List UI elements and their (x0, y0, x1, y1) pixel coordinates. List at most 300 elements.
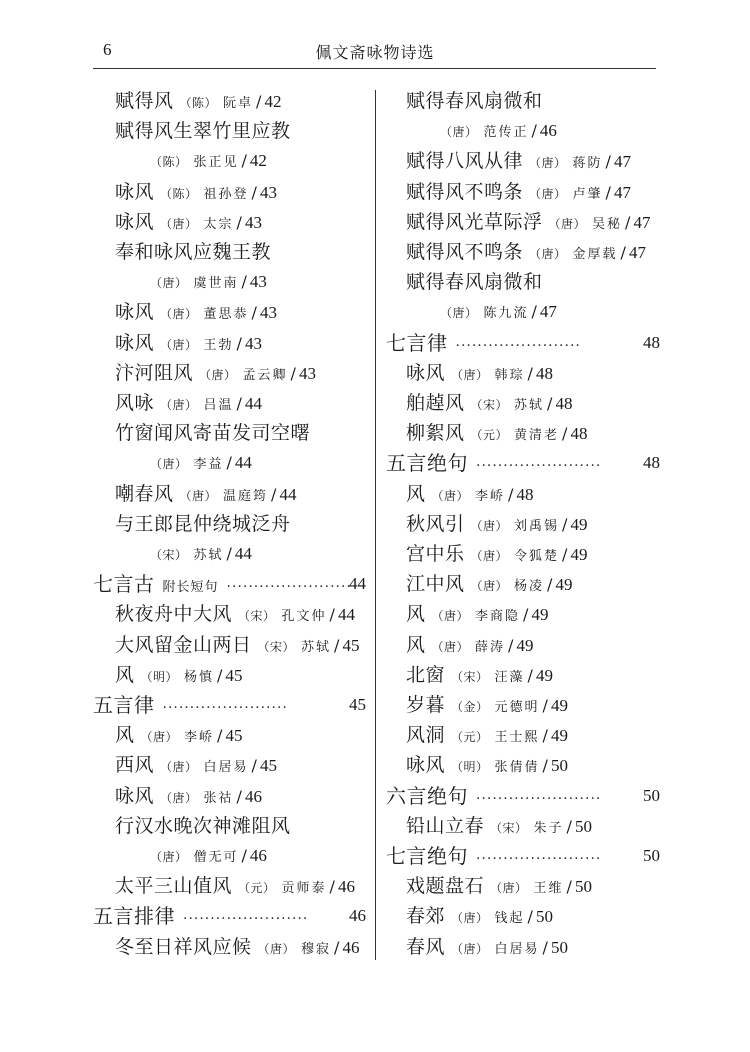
slash-separator: / (329, 877, 335, 897)
entry-title: 铅山立春 (406, 814, 485, 837)
entry-title: 戏题盘石 (406, 875, 485, 898)
slash-separator: / (542, 726, 548, 746)
author-name: 李益 (193, 457, 224, 473)
entry-title: 奉和咏风应魏王教 (115, 241, 272, 263)
slash-separator: / (256, 92, 262, 111)
dynasty-label: （明） (451, 760, 489, 775)
entry-title: 六言绝句 (386, 783, 468, 808)
slash-separator: / (625, 212, 631, 232)
toc-section-heading (386, 448, 660, 478)
author-name: 苏轼 (301, 639, 332, 655)
entry-title: 咏风 (406, 361, 446, 384)
entry-title: 春郊 (406, 905, 446, 928)
slash-separator: / (527, 907, 533, 927)
toc-entry (115, 811, 291, 841)
toc-entry (406, 86, 543, 116)
entry-title: 北窗 (406, 663, 446, 686)
entry-title: 春风 (406, 935, 446, 958)
toc-entry (115, 86, 281, 116)
section-note: 附长短句 (162, 580, 219, 596)
page-number-ref: 47 (613, 152, 631, 172)
page-number-ref: 43 (249, 272, 267, 292)
author-name: 黄清老 (514, 428, 560, 444)
slash-separator: / (605, 152, 611, 172)
dynasty-label: （宋） (451, 669, 489, 684)
entry-title: 江中风 (406, 573, 465, 596)
page-number-ref: 48 (555, 394, 573, 413)
slash-separator: / (334, 635, 340, 655)
slash-separator: / (290, 363, 296, 383)
slash-separator: / (547, 394, 553, 413)
dynasty-label: （唐） (470, 579, 509, 594)
toc-entry (115, 750, 277, 780)
slash-separator: / (523, 605, 529, 625)
author-name: 僧无可 (193, 850, 239, 865)
toc-entry (115, 388, 262, 418)
dynasty-label: （陈） (150, 155, 188, 170)
dynasty-label: （明） (140, 669, 179, 684)
slash-separator: / (562, 545, 568, 564)
page-number-ref: 42 (249, 151, 267, 171)
entry-title: 风 (406, 482, 426, 505)
entry-title: 五言排律 (93, 904, 175, 929)
entry-title: 岁暮 (406, 694, 446, 716)
slash-separator: / (226, 453, 232, 473)
toc-entry (406, 539, 587, 569)
toc-entry (115, 328, 262, 358)
entry-title: 七言古 (93, 572, 155, 597)
dynasty-label: （唐） (529, 156, 567, 171)
entry-title: 舶趠风 (406, 392, 465, 414)
dynasty-label: （唐） (470, 518, 509, 533)
author-name: 张正见 (193, 155, 239, 171)
entry-title: 与王郎昆仲绕城泛舟 (115, 512, 291, 535)
author-name: 王士熙 (494, 730, 540, 746)
toc-entry (115, 297, 277, 327)
author-name: 令狐楚 (514, 549, 560, 564)
entry-title: 风 (115, 724, 135, 747)
toc-section-heading (386, 841, 660, 871)
dynasty-label: （唐） (440, 125, 478, 140)
page-number-ref: 44 (337, 605, 355, 625)
author-name: 刘禹锡 (514, 518, 560, 534)
author-name: 阮卓 (223, 96, 254, 111)
dynasty-label: （唐） (440, 306, 478, 321)
slash-separator: / (527, 665, 533, 685)
toc-entry (115, 660, 242, 690)
dynasty-label: （唐） (529, 186, 567, 201)
slash-separator: / (226, 544, 232, 563)
dot-leader: ······················· (476, 790, 602, 807)
page-number-ref: 50 (535, 907, 553, 927)
toc-entry (406, 720, 568, 750)
slash-separator: / (251, 303, 257, 323)
dynasty-label: （唐） (160, 307, 198, 322)
toc-entry (115, 116, 291, 146)
column-divider (375, 90, 376, 960)
page-number-ref: 46 (337, 877, 355, 897)
author-name: 苏轼 (193, 548, 224, 563)
entry-title: 宫中乐 (406, 543, 465, 565)
page-number-ref: 47 (613, 182, 631, 202)
dynasty-label: （唐） (451, 941, 489, 956)
dot-leader: ······················· (476, 851, 602, 867)
dynasty-label: （金） (451, 700, 489, 714)
dynasty-label: （宋） (257, 639, 296, 654)
toc-entry (115, 207, 262, 237)
page-number-ref: 49 (570, 514, 588, 534)
page-number-ref: 46 (342, 937, 360, 957)
dynasty-label: （宋） (150, 548, 188, 562)
dynasty-label: （唐） (150, 457, 188, 472)
dynasty-label: （唐） (490, 881, 528, 896)
dynasty-label: （唐） (257, 941, 296, 956)
page-number-ref: 50 (643, 846, 660, 865)
toc-entry (144, 267, 267, 297)
toc-entry (115, 177, 277, 207)
slash-separator: / (531, 302, 537, 322)
header-rule (93, 68, 656, 69)
slash-separator: / (241, 151, 247, 171)
slash-separator: / (251, 756, 257, 776)
page-number-ref: 44 (234, 544, 252, 563)
page-number-ref: 48 (535, 363, 553, 383)
dynasty-label: （唐） (431, 609, 470, 624)
toc-entry (406, 569, 572, 599)
dynasty-label: （唐） (140, 730, 179, 745)
dynasty-label: （唐） (179, 488, 218, 503)
entry-title: 秋风引 (406, 512, 465, 535)
author-name: 贡师泰 (281, 881, 327, 897)
entry-title: 嘲春风 (115, 482, 174, 505)
slash-separator: / (542, 696, 548, 715)
page-number-ref: 50 (550, 937, 568, 957)
toc-entry (144, 539, 252, 569)
entry-title: 咏风 (115, 331, 155, 354)
slash-separator: / (508, 484, 514, 504)
entry-title: 风 (406, 603, 426, 626)
page-number-ref: 43 (259, 303, 277, 323)
author-name: 王维 (533, 881, 564, 897)
toc-entry (115, 599, 355, 629)
entry-title: 风洞 (406, 724, 446, 747)
slash-separator: / (605, 182, 611, 202)
toc-entry (115, 781, 262, 811)
dot-leader: ······················· (476, 458, 602, 475)
entry-title: 太平三山值风 (115, 875, 233, 898)
author-name: 范传正 (483, 125, 529, 141)
author-name: 苏轼 (514, 398, 545, 413)
author-name: 李峤 (184, 730, 215, 746)
dynasty-label: （唐） (470, 549, 509, 563)
author-name: 王勃 (203, 337, 234, 353)
author-name: 白居易 (203, 760, 249, 776)
page-number-ref: 47 (633, 212, 651, 232)
entry-title: 七言绝句 (386, 844, 468, 868)
toc-entry (115, 720, 242, 750)
slash-separator: / (531, 121, 537, 141)
toc-entry (434, 297, 557, 327)
entry-title: 秋夜舟中大风 (115, 603, 233, 626)
toc-entry (406, 599, 548, 629)
dynasty-label: （唐） (431, 488, 470, 503)
dynasty-label: （唐） (199, 367, 237, 382)
page-number-ref: 50 (643, 785, 660, 805)
entry-title: 风 (115, 663, 135, 686)
toc-entry (115, 871, 355, 901)
page-number-ref: 48 (570, 424, 588, 444)
dot-leader: ······················· (183, 911, 309, 928)
page-number-ref: 44 (279, 484, 297, 504)
slash-separator: / (217, 665, 223, 685)
toc-section-heading (93, 901, 366, 931)
page-number-ref: 46 (244, 786, 262, 806)
page-number-ref: 48 (643, 453, 660, 473)
dynasty-label: （唐） (451, 367, 489, 382)
slash-separator: / (241, 272, 247, 292)
dynasty-label: （宋） (238, 609, 276, 624)
toc-entry (406, 690, 568, 720)
author-name: 蒋防 (572, 156, 603, 172)
page-number-ref: 49 (550, 726, 568, 746)
toc-entry (144, 841, 267, 871)
toc-entry (406, 237, 646, 267)
author-name: 虞世南 (193, 276, 239, 292)
page-number-ref: 49 (555, 575, 573, 595)
author-name: 钱起 (494, 911, 525, 927)
entry-title: 五言律 (93, 693, 155, 717)
entry-title: 风咏 (115, 392, 155, 414)
toc-section-heading (386, 328, 660, 358)
toc-entry (144, 146, 267, 176)
author-name: 穆寂 (301, 941, 332, 957)
page-number-ref: 49 (516, 635, 534, 655)
entry-title: 竹窗闻风寄苗发司空曙 (115, 422, 311, 445)
page-number-ref: 43 (298, 363, 316, 383)
slash-separator: / (508, 635, 514, 655)
toc-entry (406, 811, 592, 841)
entry-title: 西风 (115, 754, 155, 777)
page-number-ref: 43 (244, 212, 262, 232)
slash-separator: / (562, 514, 568, 534)
page-number-ref: 46 (539, 121, 557, 141)
toc-entry (406, 207, 650, 237)
page-number-ref: 49 (570, 545, 588, 564)
dot-leader: ······················· (226, 579, 352, 596)
toc-entry (406, 267, 543, 297)
dynasty-label: （陈） (179, 96, 218, 110)
entry-title: 汴河阻风 (115, 361, 194, 384)
toc-entry (115, 358, 316, 388)
toc-entry (406, 932, 568, 962)
author-name: 白居易 (494, 941, 540, 957)
author-name: 杨凌 (514, 579, 545, 595)
page-number-ref: 46 (349, 906, 366, 926)
toc-entry (406, 177, 631, 207)
page-number-ref: 45 (259, 756, 277, 776)
author-name: 张倩倩 (494, 760, 540, 776)
dynasty-label: （唐） (451, 911, 489, 926)
author-name: 卢肇 (572, 186, 603, 202)
toc-entry (115, 479, 296, 509)
page-number-ref: 44 (349, 574, 366, 594)
toc-entry (406, 479, 533, 509)
dynasty-label: （唐） (529, 247, 567, 261)
entry-title: 咏风 (115, 180, 155, 203)
page-number-ref: 50 (550, 756, 568, 776)
slash-separator: / (236, 212, 242, 232)
page-number-ref: 46 (249, 846, 267, 865)
page-number-ref: 50 (574, 877, 592, 897)
page-number-ref: 49 (535, 665, 553, 685)
page-number-ref: 50 (574, 816, 592, 836)
author-name: 韩琮 (494, 367, 525, 383)
slash-separator: / (542, 937, 548, 957)
entry-title: 风 (406, 633, 426, 656)
author-name: 吴秘 (592, 216, 623, 232)
entry-title: 行汉水晚次神滩阻风 (115, 814, 291, 837)
slash-separator: / (236, 333, 242, 353)
entry-title: 赋得八风从律 (406, 150, 524, 173)
toc-entry (144, 448, 252, 478)
toc-entry (115, 932, 359, 962)
slash-separator: / (562, 424, 568, 444)
entry-title: 赋得春风扇微和 (406, 271, 543, 294)
slash-separator: / (334, 937, 340, 957)
page-number-ref: 48 (516, 484, 534, 504)
author-name: 金厚载 (572, 247, 618, 262)
author-name: 董思恭 (203, 307, 249, 323)
slash-separator: / (236, 786, 242, 806)
author-name: 汪藻 (494, 669, 525, 685)
entry-title: 冬至日祥风应候 (115, 935, 252, 958)
toc-entry (406, 146, 631, 176)
dynasty-label: （唐） (150, 276, 188, 291)
slash-separator: / (251, 182, 257, 202)
dynasty-label: （唐） (160, 216, 198, 231)
toc-entry (406, 509, 587, 539)
author-name: 李商隐 (475, 609, 521, 625)
toc-entry (406, 871, 592, 901)
slash-separator: / (547, 575, 553, 595)
entry-title: 赋得风不鸣条 (406, 180, 524, 203)
page-number-ref: 45 (225, 665, 243, 685)
dynasty-label: （唐） (150, 850, 188, 864)
author-name: 薛涛 (475, 639, 506, 655)
toc-entry (406, 750, 568, 780)
toc-entry (406, 660, 553, 690)
toc-entry (434, 116, 557, 146)
page-number-ref: 45 (342, 635, 360, 655)
dynasty-label: （陈） (160, 186, 198, 201)
toc-entry (406, 630, 533, 660)
author-name: 陈九流 (483, 306, 529, 322)
page-number-ref: 42 (264, 92, 282, 111)
entry-title: 咏风 (115, 784, 155, 807)
author-name: 温庭筠 (223, 488, 269, 504)
author-name: 祖孙登 (203, 186, 249, 202)
page-number-ref: 47 (628, 243, 646, 262)
entry-title: 咏风 (115, 301, 155, 324)
author-name: 孟云卿 (242, 367, 288, 383)
dynasty-label: （宋） (490, 820, 528, 835)
dynasty-label: （唐） (160, 398, 198, 412)
slash-separator: / (620, 243, 626, 262)
entry-title: 咏风 (406, 754, 446, 777)
page-number-ref: 49 (531, 605, 549, 625)
entry-title: 赋得风生翠竹里应教 (115, 120, 291, 143)
toc-section-heading (93, 569, 366, 599)
author-name: 孔文仲 (281, 609, 327, 625)
author-name: 杨慎 (184, 669, 215, 685)
toc-entry (115, 237, 271, 267)
slash-separator: / (329, 605, 335, 625)
slash-separator: / (241, 846, 247, 865)
dynasty-label: （唐） (548, 216, 587, 231)
entry-title: 赋得风 (115, 90, 174, 112)
dynasty-label: （唐） (160, 760, 198, 775)
slash-separator: / (527, 363, 533, 383)
toc-entry (115, 509, 291, 539)
toc-entry (406, 388, 572, 418)
entry-title: 赋得风不鸣条 (406, 241, 524, 263)
page-number-ref: 49 (550, 696, 568, 715)
page-number-ref: 44 (244, 394, 262, 413)
dynasty-label: （唐） (160, 337, 198, 352)
slash-separator: / (542, 756, 548, 776)
dynasty-label: （宋） (470, 398, 509, 412)
slash-separator: / (566, 816, 572, 836)
dot-leader: ······················· (455, 337, 581, 354)
entry-title: 咏风 (115, 210, 155, 233)
page-number-ref: 48 (643, 332, 660, 352)
page-number-ref: 43 (259, 182, 277, 202)
toc-entry (115, 630, 359, 660)
slash-separator: / (236, 394, 242, 413)
dynasty-label: （元） (470, 428, 509, 443)
toc-section-heading (386, 781, 660, 811)
page-number-ref: 44 (234, 453, 252, 473)
page-number-ref: 43 (244, 333, 262, 353)
slash-separator: / (566, 877, 572, 897)
author-name: 张祜 (203, 790, 234, 806)
author-name: 元德明 (494, 700, 540, 715)
dynasty-label: （元） (238, 881, 276, 896)
author-name: 太宗 (203, 216, 234, 232)
author-name: 朱子 (533, 820, 564, 836)
entry-title: 七言律 (386, 330, 448, 355)
dynasty-label: （唐） (431, 639, 470, 654)
page-number-ref: 47 (539, 302, 557, 322)
toc-entry (406, 358, 553, 388)
entry-title: 柳絮风 (406, 422, 465, 445)
toc-entry (406, 418, 587, 448)
author-name: 吕温 (203, 398, 234, 413)
entry-title: 赋得春风扇微和 (406, 90, 543, 112)
entry-title: 赋得风光草际浮 (406, 210, 543, 233)
page-number-ref: 45 (349, 695, 366, 714)
toc-entry (406, 901, 553, 931)
dynasty-label: （元） (451, 730, 489, 745)
slash-separator: / (217, 726, 223, 746)
page-header (0, 0, 750, 72)
author-name: 李峤 (475, 488, 506, 504)
page-number-ref: 45 (225, 726, 243, 746)
entry-title: 五言绝句 (386, 451, 468, 476)
page-number: 6 (103, 40, 112, 59)
dynasty-label: （唐） (160, 790, 198, 805)
dot-leader: ······················· (162, 700, 288, 716)
